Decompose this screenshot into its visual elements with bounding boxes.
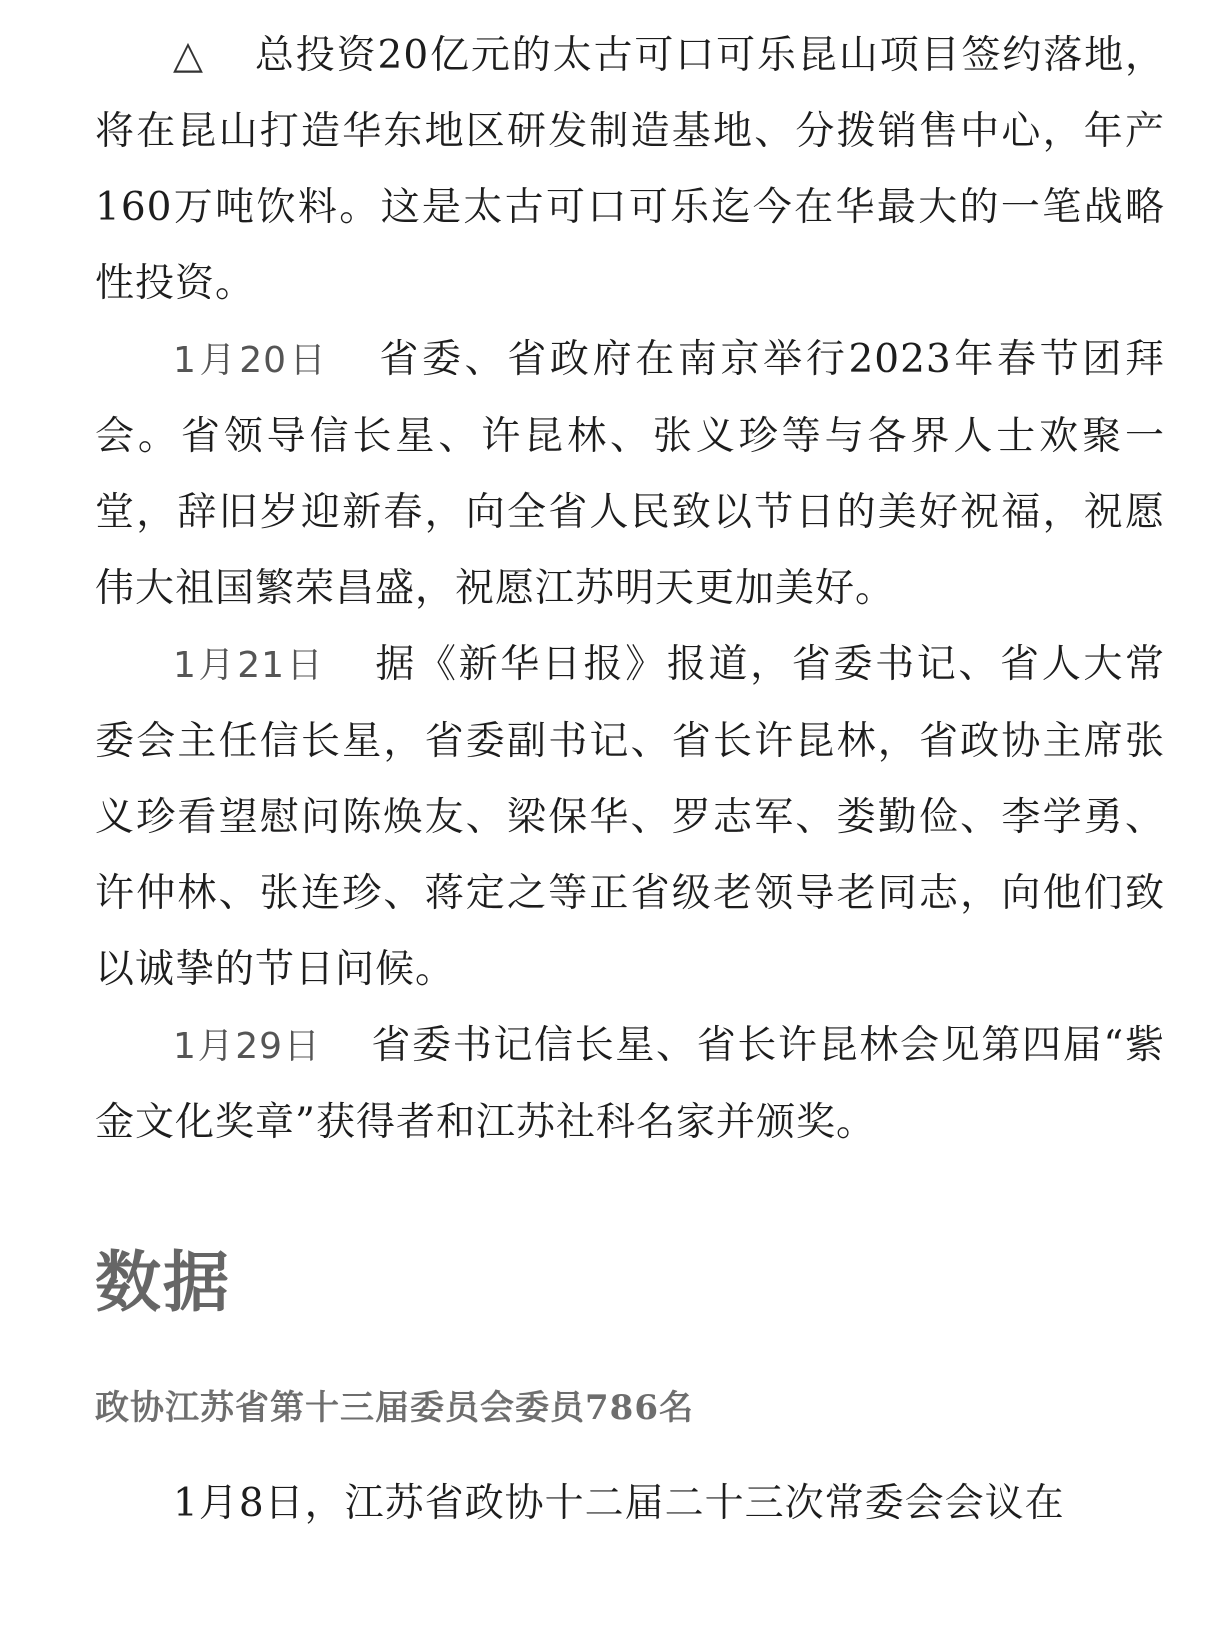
entry-paragraph xyxy=(95,322,1165,627)
entry-date: 1月29日 xyxy=(173,1026,322,1067)
triangle-marker-icon: △ xyxy=(173,33,205,78)
entry-paragraph xyxy=(95,18,1165,322)
entry-date: 1月21日 xyxy=(173,645,326,686)
section-subheading: 政协江苏省第十三届委员会委员786名 xyxy=(95,1388,694,1428)
entry-text: 据《新华日报》报道，省委书记、省人大常委会主任信长星，省委副书记、省长许昆林，省政协主席张义珍看望慰问陈焕友、梁保华、罗志军、娄勤俭、李学勇、许仲林、张连珍、蒋定之等正省级老领导老同志，向他们致以诚挚的节日问候。 xyxy=(95,642,1165,992)
section-title: 数据 xyxy=(95,1244,231,1321)
entry-date: 1月20日 xyxy=(173,340,330,381)
entry-text: 省委书记信长星、省长许昆林会见第四届“紫金文化奖章”获得者和江苏社科名家并颁奖。 xyxy=(95,1023,1165,1145)
entry-paragraph xyxy=(95,627,1165,1008)
entry-text: 总投资20亿元的太古可口可乐昆山项目签约落地，将在昆山打造华东地区研发制造基地、分拨销售中心，年产160万吨饮料。这是太古可口可乐迄今在华最大的一笔战略性投资。 xyxy=(95,33,1165,306)
entry-paragraph xyxy=(95,1008,1165,1161)
section-body-paragraph: 1月8日，江苏省政协十二届二十三次常委会会议在 xyxy=(173,1481,1065,1526)
document-page xyxy=(95,18,1165,1542)
entry-text: 省委、省政府在南京举行2023年春节团拜会。省领导信长星、许昆林、张义珍等与各界人士欢聚一堂，辞旧岁迎新春，向全省人民致以节日的美好祝福，祝愿伟大祖国繁荣昌盛，祝愿江苏明天更加美好。 xyxy=(95,337,1165,611)
